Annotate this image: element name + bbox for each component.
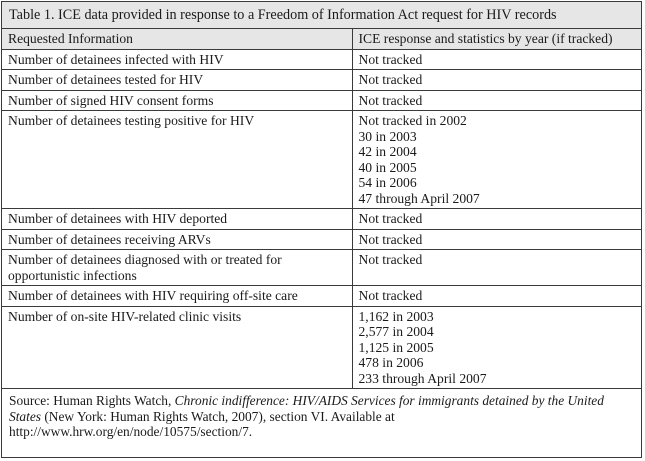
response-line: 2,577 in 2004 <box>358 324 434 339</box>
source-suffix: (New York: Human Rights Watch, 2007), section VI. Available at http://www.hrw.org/en/node/10575/section/7. <box>9 408 395 440</box>
table-row <box>2 229 641 250</box>
requested-information-cell: Number of detainees with HIV requiring off-site care <box>2 286 352 307</box>
requested-information-cell: Number of detainees testing positive for HIV <box>2 111 352 209</box>
hiv-records-table <box>2 29 641 389</box>
response-line: 40 in 2005 <box>358 159 417 175</box>
ice-response-cell <box>352 229 641 250</box>
requested-information-cell: Number of detainees diagnosed with or treated for opportunistic infections <box>2 250 352 286</box>
table-row <box>2 49 641 70</box>
table-row <box>2 286 641 307</box>
response-line: Not tracked <box>358 72 423 87</box>
response-line: Not tracked in 2002 <box>358 113 467 128</box>
ice-response-cell <box>352 90 641 111</box>
response-line: 30 in 2003 <box>358 128 417 144</box>
table-row <box>2 70 641 91</box>
requested-information-cell: Number of detainees receiving ARVs <box>2 229 352 250</box>
table-frame <box>1 1 642 458</box>
response-line: Not tracked <box>358 231 423 247</box>
source-note <box>2 389 641 440</box>
table-caption: Table 1. ICE data provided in response to a Freedom of Information Act request for HIV records <box>2 2 641 29</box>
requested-information-cell: Number of detainees infected with HIV <box>2 49 352 70</box>
response-line: 47 through April 2007 <box>358 190 480 206</box>
header-row <box>2 29 641 49</box>
requested-information-cell: Number of detainees tested for HIV <box>2 70 352 91</box>
source-title: Chronic indifference: HIV/AIDS Services for immigrants detained by the United States <box>9 393 604 424</box>
table-body <box>2 49 641 389</box>
requested-information-cell: Number of signed HIV consent forms <box>2 90 352 111</box>
table-row <box>2 209 641 230</box>
table-row <box>2 250 641 286</box>
response-line: 1,125 in 2005 <box>358 339 434 355</box>
response-line: Not tracked <box>358 92 423 108</box>
ice-response-cell <box>352 70 641 91</box>
table-row <box>2 306 641 389</box>
ice-response-cell <box>352 306 641 389</box>
ice-response-cell <box>352 111 641 209</box>
column-header-requested-information: Requested Information <box>2 29 352 49</box>
source-prefix: Source: Human Rights Watch, <box>9 393 175 408</box>
ice-response-cell <box>352 286 641 307</box>
response-line: Not tracked <box>358 252 423 267</box>
ice-response-cell <box>352 250 641 286</box>
requested-information-cell: Number of on-site HIV-related clinic visits <box>2 306 352 389</box>
table-row <box>2 90 641 111</box>
response-line: 54 in 2006 <box>358 175 417 190</box>
requested-information-cell: Number of detainees with HIV deported <box>2 209 352 230</box>
response-line: 478 in 2006 <box>358 355 424 370</box>
response-line: Not tracked <box>358 51 423 67</box>
response-line: 1,162 in 2003 <box>358 308 434 324</box>
table-row <box>2 111 641 209</box>
column-header-ice-response: ICE response and statistics by year (if tracked) <box>352 29 641 49</box>
response-line: 233 through April 2007 <box>358 370 487 386</box>
ice-response-cell <box>352 49 641 70</box>
response-line: Not tracked <box>358 288 423 303</box>
response-line: Not tracked <box>358 211 423 226</box>
ice-response-cell <box>352 209 641 230</box>
response-line: 42 in 2004 <box>358 144 417 159</box>
